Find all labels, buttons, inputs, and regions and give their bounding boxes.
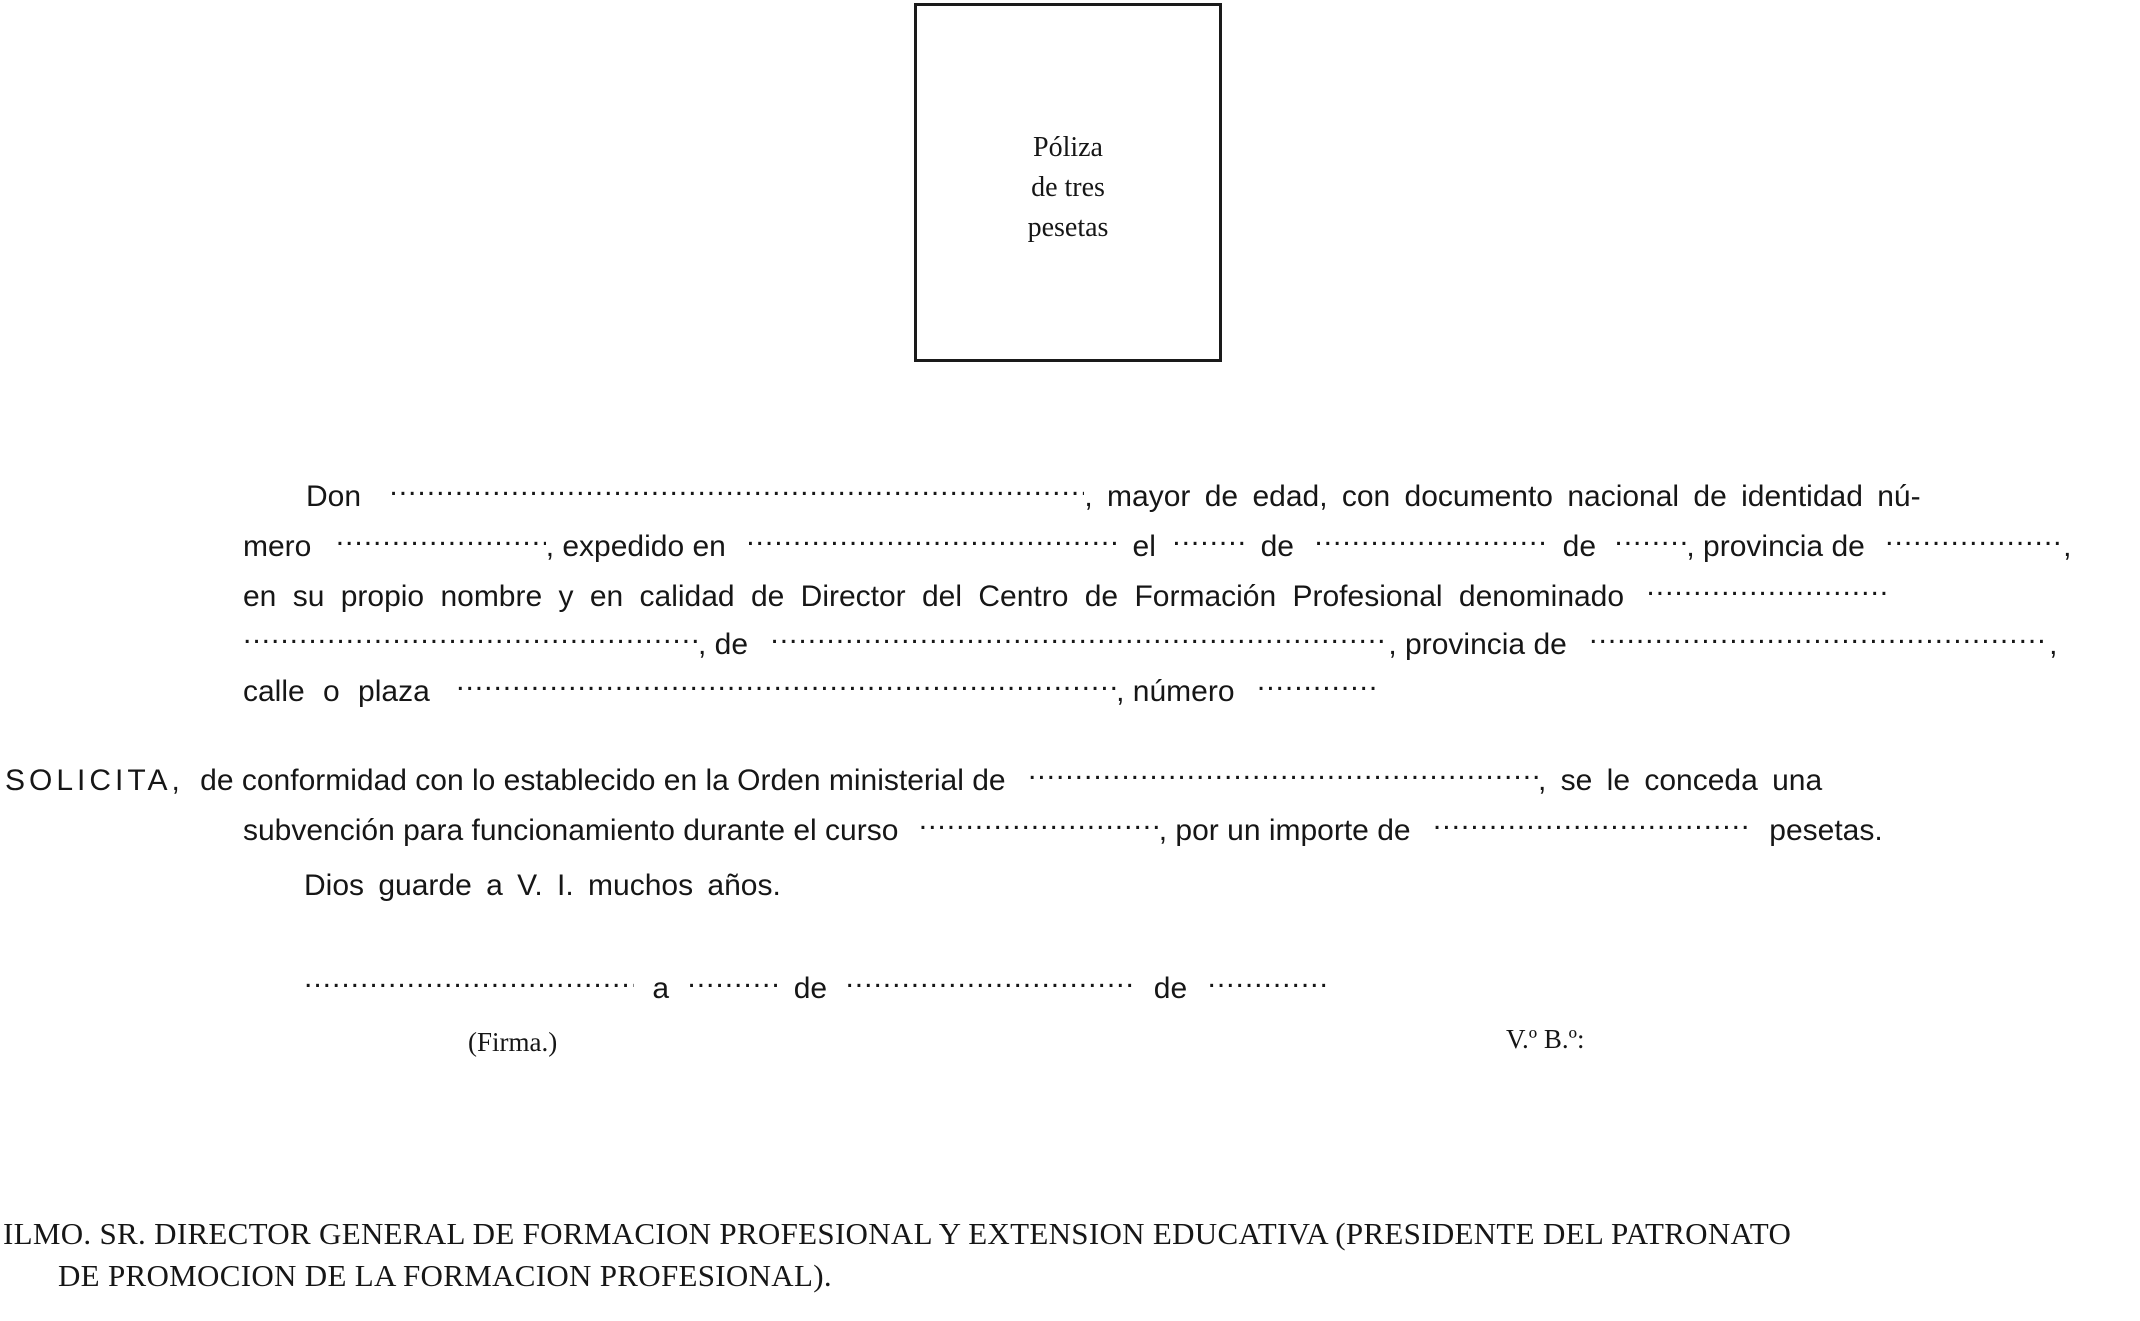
signature-label: (Firma.) bbox=[468, 1027, 558, 1057]
issued-year-blank[interactable] bbox=[1614, 516, 1686, 556]
stamp-box bbox=[914, 3, 1222, 362]
de-label-1: de bbox=[1260, 530, 1294, 563]
paragraph1-line1-text: , mayor de edad, con documento nacional de identidad nú- bbox=[1084, 480, 1921, 513]
request-line1-tail: , se le conceda una bbox=[1537, 764, 1823, 797]
don-label: Don bbox=[306, 480, 362, 513]
date-de-label-1: de bbox=[793, 972, 828, 1005]
issued-month-blank[interactable] bbox=[1314, 516, 1544, 556]
paragraph1-line2 bbox=[243, 516, 2072, 563]
street-blank[interactable] bbox=[456, 661, 1116, 701]
stamp-text bbox=[917, 128, 1219, 248]
date-day-blank[interactable] bbox=[687, 958, 777, 998]
closing-text: Dios guarde a V. I. muchos años. bbox=[304, 869, 781, 902]
province-blank-1[interactable] bbox=[1885, 516, 2063, 556]
paragraph1-line3-text: en su propio nombre y en calidad de Director del Centro de Formación Profesional denominado bbox=[243, 580, 1625, 613]
provincia-label-1: , provincia de bbox=[1686, 530, 1865, 563]
comma-1: , bbox=[2063, 530, 2072, 563]
request-line2 bbox=[243, 800, 1883, 847]
provincia-label-2: , provincia de bbox=[1388, 628, 1567, 661]
mero-label: mero bbox=[243, 530, 312, 563]
date-a-label: a bbox=[652, 972, 670, 1005]
center-name-blank-cont[interactable] bbox=[243, 614, 698, 654]
issued-place-blank[interactable] bbox=[746, 516, 1116, 556]
amount-blank[interactable] bbox=[1433, 800, 1753, 840]
paragraph1-line1 bbox=[306, 466, 2140, 513]
de-label-2: de bbox=[1562, 530, 1597, 563]
request-line2-mid: , por un importe de bbox=[1158, 814, 1411, 847]
dni-number-blank[interactable] bbox=[336, 516, 546, 556]
stamp-line-1: Póliza bbox=[1033, 132, 1103, 163]
comma-2: , bbox=[2049, 628, 2058, 661]
de-label-3: , de bbox=[698, 628, 749, 661]
numero-label: , número bbox=[1116, 675, 1235, 708]
province-blank-2[interactable] bbox=[1589, 614, 2049, 654]
request-line2-text: subvención para funcionamiento durante el curso bbox=[243, 814, 899, 847]
street-number-blank[interactable] bbox=[1257, 661, 1375, 701]
name-blank[interactable] bbox=[389, 466, 1084, 506]
approval-label: V.º B.º: bbox=[1506, 1024, 1585, 1054]
addressee-line1: ILMO. SR. DIRECTOR GENERAL DE FORMACION PROFESIONAL Y EXTENSION EDUCATIVA (PRESIDENTE DEL PATRONATO bbox=[3, 1216, 1792, 1251]
date-place-blank[interactable] bbox=[304, 958, 634, 998]
order-date-blank[interactable] bbox=[1028, 750, 1538, 790]
issued-day-blank[interactable] bbox=[1172, 516, 1244, 556]
date-month-blank[interactable] bbox=[845, 958, 1135, 998]
paragraph1-line4 bbox=[243, 614, 2058, 661]
date-year-blank[interactable] bbox=[1208, 958, 1328, 998]
date-de-label-2: de bbox=[1153, 972, 1188, 1005]
el-label: el bbox=[1132, 530, 1156, 563]
expedido-label: , expedido en bbox=[545, 530, 726, 563]
addressee-line2: DE PROMOCION DE LA FORMACION PROFESIONAL). bbox=[58, 1258, 832, 1293]
request-line1-text: de conformidad con lo establecido en la Orden ministerial de bbox=[200, 764, 1006, 797]
stamp-line-2: de tres bbox=[1031, 172, 1105, 203]
date-line bbox=[304, 958, 1328, 1005]
center-name-blank[interactable] bbox=[1646, 566, 1891, 606]
paragraph1-line5 bbox=[243, 661, 1375, 708]
request-line1 bbox=[5, 750, 1823, 797]
request-line2-tail: pesetas. bbox=[1769, 814, 1883, 847]
solicita-label: SOLICITA, bbox=[5, 764, 184, 797]
stamp-line-3: pesetas bbox=[1027, 212, 1109, 243]
locality-blank[interactable] bbox=[770, 614, 1388, 654]
course-blank[interactable] bbox=[919, 800, 1159, 840]
closing-line bbox=[304, 866, 781, 906]
paragraph1-line3 bbox=[243, 566, 1891, 613]
calle-label: calle o plaza bbox=[243, 675, 430, 708]
